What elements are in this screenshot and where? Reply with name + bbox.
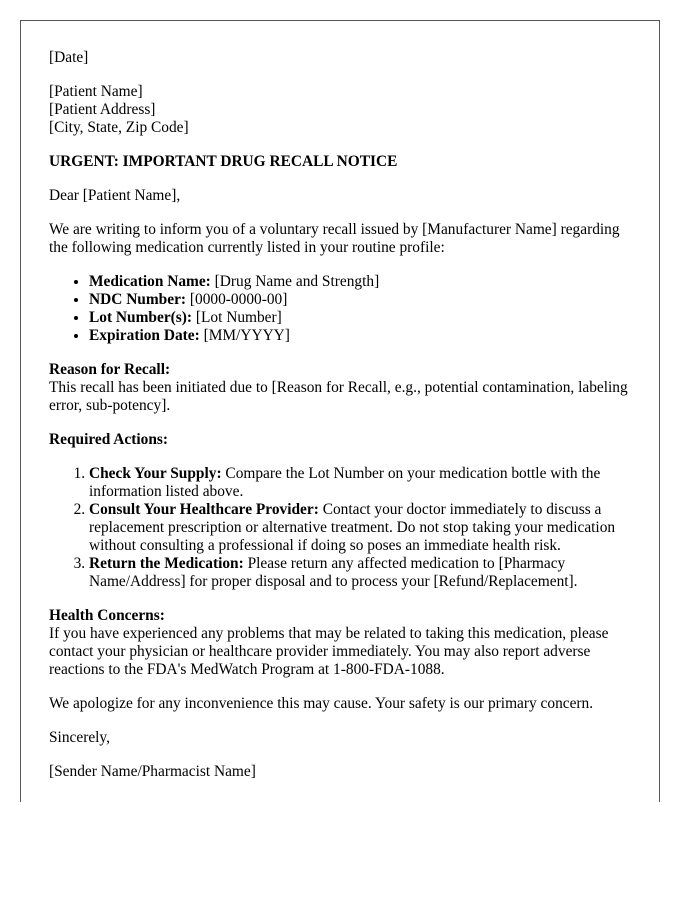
recipient-block	[49, 83, 639, 137]
action-text: Contact your doctor immediately to discuss a replacement prescription or alternative treatment. Do not stop taking your medication without consulting a professional if doing so poses an immediate health risk.	[89, 501, 616, 554]
recipient-address: [Patient Address]	[49, 101, 156, 118]
list-item	[89, 501, 639, 555]
list-item	[89, 465, 639, 501]
list-item	[89, 309, 639, 327]
action-label: Check Your Supply:	[89, 465, 222, 482]
actions-list	[49, 465, 639, 591]
action-text: Please return any affected medication to [Pharmacy Name/Address] for proper disposal and to process your [Refund/Replacement].	[89, 555, 578, 590]
detail-value: [Drug Name and Strength]	[210, 273, 380, 290]
list-item	[89, 555, 639, 591]
recipient-name: [Patient Name]	[49, 83, 143, 100]
apology-text: We apologize for any inconvenience this may cause. Your safety is our primary concern.	[49, 695, 594, 712]
detail-value: [MM/YYYY]	[199, 327, 290, 344]
list-item	[89, 273, 639, 291]
list-item	[89, 327, 639, 345]
reason-heading: Reason for Recall:	[49, 361, 171, 378]
detail-label: Expiration Date:	[89, 327, 200, 344]
actions-heading: Required Actions:	[49, 431, 168, 448]
detail-label: Medication Name:	[89, 273, 211, 290]
letter-content	[49, 49, 639, 781]
detail-value: [Lot Number]	[192, 309, 282, 326]
letter-intro: We are writing to inform you of a voluntary recall issued by [Manufacturer Name] regarding the following medication currently listed in your routine profile:	[49, 221, 620, 256]
letter-subject: URGENT: IMPORTANT DRUG RECALL NOTICE	[49, 153, 398, 170]
letter-date: [Date]	[49, 49, 89, 66]
letter-salutation: Dear [Patient Name],	[49, 187, 181, 204]
detail-value: [0000-0000-00]	[186, 291, 288, 308]
action-text: Compare the Lot Number on your medication bottle with the information listed above.	[89, 465, 601, 500]
letter-page	[20, 20, 660, 802]
letter-signature: [Sender Name/Pharmacist Name]	[49, 763, 256, 780]
health-heading: Health Concerns:	[49, 607, 165, 624]
health-section	[49, 607, 639, 679]
health-text: If you have experienced any problems that may be related to taking this medication, please contact your physician or healthcare provider immediately. You may also report adverse reactions to the FDA's MedWatch Program at 1-800-FDA-1088.	[49, 625, 609, 678]
letter-closing: Sincerely,	[49, 729, 110, 746]
reason-text: This recall has been initiated due to [Reason for Recall, e.g., potential contamination, labeling error, sub-potency].	[49, 379, 628, 414]
action-label: Return the Medication:	[89, 555, 244, 572]
reason-section	[49, 361, 639, 415]
medication-details-list	[49, 273, 639, 345]
list-item	[89, 291, 639, 309]
action-label: Consult Your Healthcare Provider:	[89, 501, 319, 518]
detail-label: Lot Number(s):	[89, 309, 193, 326]
recipient-city-state-zip: [City, State, Zip Code]	[49, 119, 189, 136]
detail-label: NDC Number:	[89, 291, 187, 308]
